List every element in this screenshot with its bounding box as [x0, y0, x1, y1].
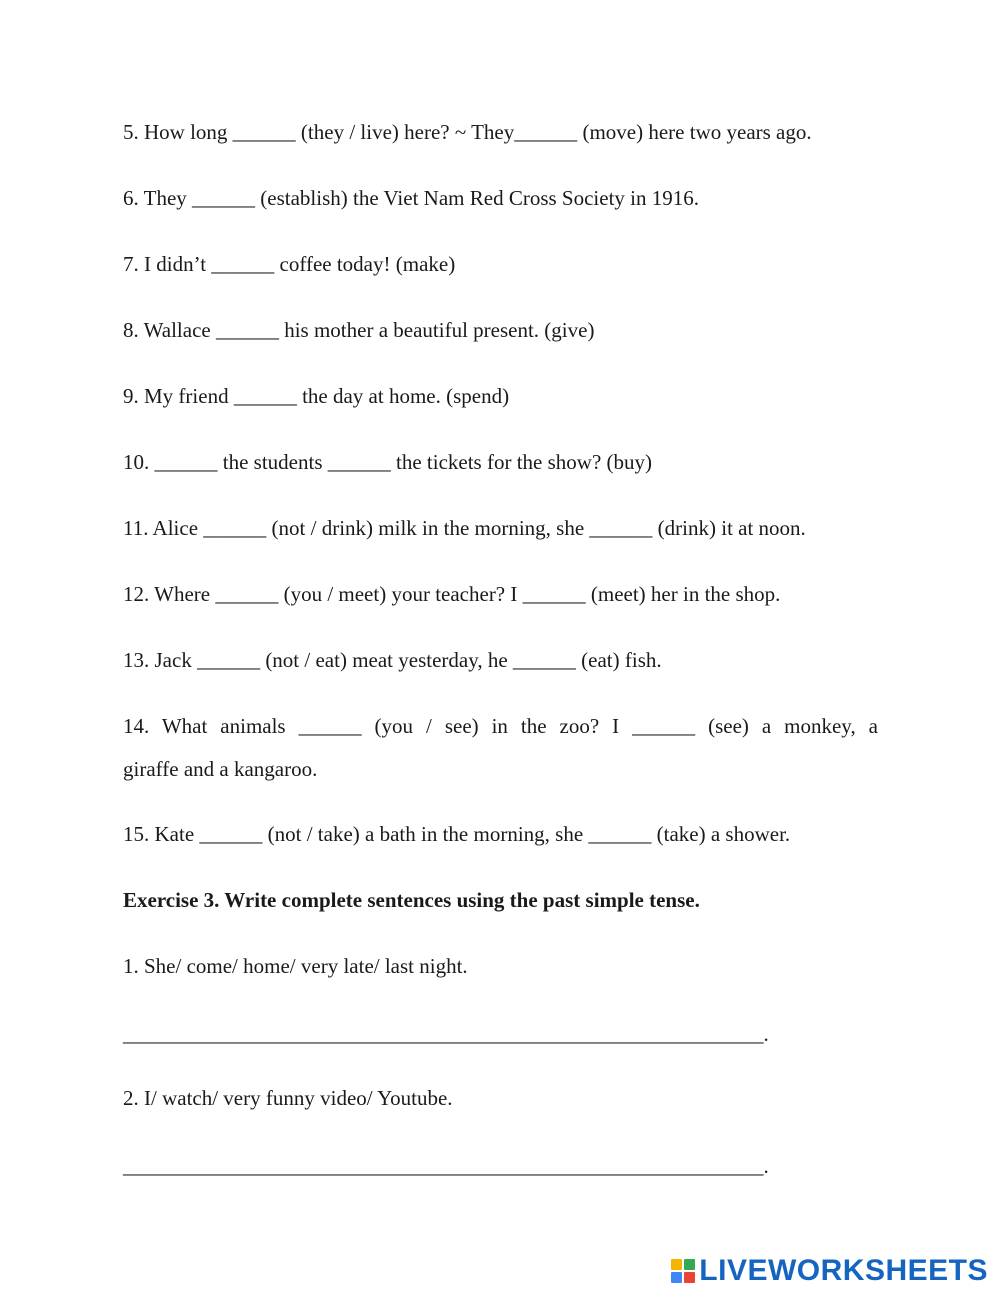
answer-line-1[interactable]: _____________________________________________________________.	[123, 1022, 769, 1046]
liveworksheets-logo	[671, 1256, 988, 1286]
exercise-item-13: 13. Jack ______ (not / eat) meat yesterday, he ______ (eat) fish.	[123, 648, 662, 672]
exercise-item-7: 7. I didn’t ______ coffee today! (make)	[123, 252, 456, 276]
exercise-item-8: 8. Wallace ______ his mother a beautiful present. (give)	[123, 318, 595, 342]
logo-block-yellow	[671, 1259, 682, 1270]
logo-block-green	[684, 1259, 695, 1270]
exercise-3-heading: Exercise 3. Write complete sentences using the past simple tense.	[123, 888, 700, 912]
exercise-item-5: 5. How long ______ (they / live) here? ~ They______ (move) here two years ago.	[123, 120, 812, 144]
exercise-item-6: 6. They ______ (establish) the Viet Nam Red Cross Society in 1916.	[123, 186, 699, 210]
exercise-item-9: 9. My friend ______ the day at home. (spend)	[123, 384, 510, 408]
exercise-item-10: 10. ______ the students ______ the tickets for the show? (buy)	[123, 450, 652, 474]
exercise-item-15: 15. Kate ______ (not / take) a bath in the morning, she ______ (take) a shower.	[123, 822, 791, 846]
exercise-3-question-2: 2. I/ watch/ very funny video/ Youtube.	[123, 1086, 453, 1110]
answer-line-2[interactable]: _____________________________________________________________.	[123, 1154, 769, 1178]
logo-block-red	[684, 1272, 695, 1283]
logo-text: LIVEWORKSHEETS	[699, 1254, 988, 1287]
logo-block-blue	[671, 1272, 682, 1283]
exercise-item-14-line-2: giraffe and a kangaroo.	[123, 757, 318, 781]
exercise-item-14-line-1: 14. What animals ______ (you / see) in the zoo? I ______ (see) a monkey, a	[123, 714, 878, 738]
exercise-item-11: 11. Alice ______ (not / drink) milk in the morning, she ______ (drink) it at noon.	[123, 516, 806, 540]
logo-blocks-icon	[671, 1259, 695, 1283]
exercise-3-question-1: 1. She/ come/ home/ very late/ last night.	[123, 954, 468, 978]
exercise-item-12: 12. Where ______ (you / meet) your teacher? I ______ (meet) her in the shop.	[123, 582, 781, 606]
